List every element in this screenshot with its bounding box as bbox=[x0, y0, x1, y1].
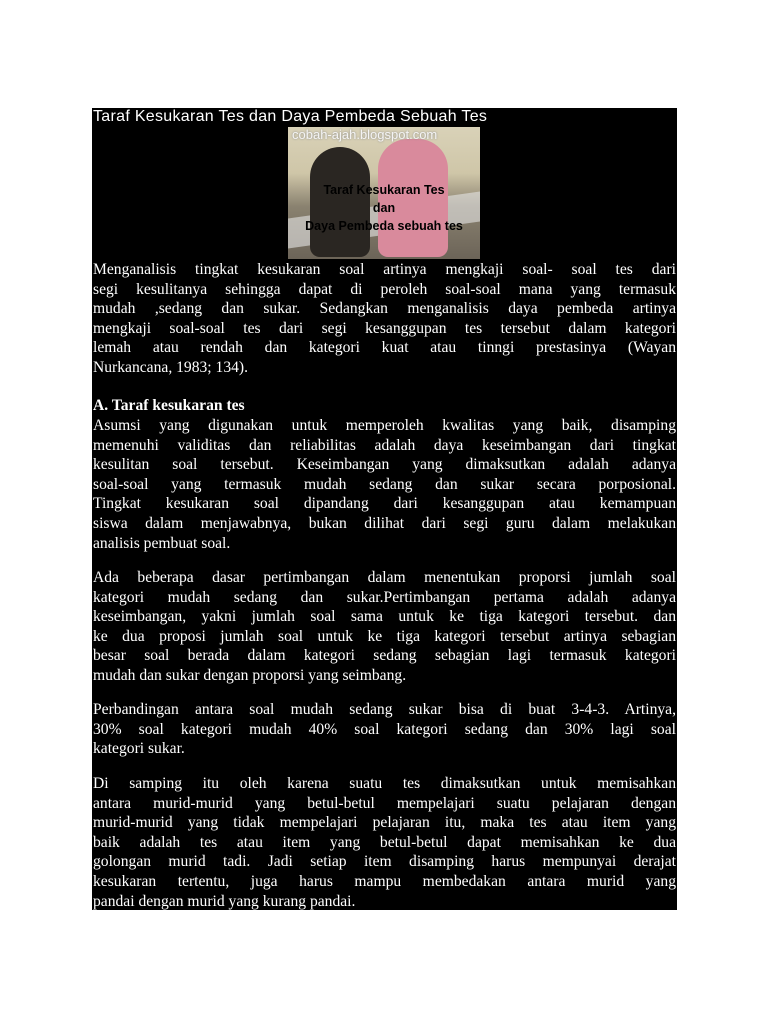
text-line: kategori sukar. bbox=[93, 740, 185, 758]
text-line: mengkaji soal-soal tes dari segi kesanggupan tes tersebut dalam kategori bbox=[93, 319, 676, 337]
paragraph-di-samping bbox=[93, 774, 676, 911]
text-line: baik adalah tes atau item yang betul-betul dapat memisahkan ke dua bbox=[93, 833, 676, 851]
text-line: Asumsi yang digunakan untuk memperoleh kwalitas yang baik, disamping bbox=[93, 417, 676, 434]
document-page bbox=[92, 108, 677, 910]
text-line: Tingkat kesukaran soal dipandang dari kesanggupan atau kemampuan bbox=[93, 495, 676, 513]
text-line: kesukaran tertentu, juga harus mampu membedakan antara murid yang bbox=[93, 872, 676, 890]
article-photo bbox=[288, 127, 480, 259]
text-line: mudah dan sukar dengan proporsi yang seimbang. bbox=[93, 666, 407, 684]
paragraph-asumsi bbox=[93, 416, 676, 553]
photo-watermark: cobah-ajah.blogspot.com bbox=[292, 127, 438, 142]
text-line: 30% soal kategori mudah 40% soal kategori sedang dan 30% lagi soal bbox=[93, 720, 676, 738]
text-line: analisis pembuat soal. bbox=[93, 534, 231, 552]
text-line: Di samping itu oleh karena suatu tes dimaksutkan untuk memisahkan bbox=[93, 775, 676, 792]
text-line: kesulitan soal tersebut. Keseimbangan yang dimaksutkan adalah adanya bbox=[93, 456, 676, 474]
paragraph-intro bbox=[93, 260, 676, 378]
text-line: Perbandingan antara soal mudah sedang sukar bisa di buat 3-4-3. Artinya, bbox=[93, 701, 676, 718]
photo-caption-line: Taraf Kesukaran Tes bbox=[323, 183, 445, 197]
text-line: antara murid-murid yang betul-betul mempelajari suatu pelajaran dengan bbox=[93, 794, 676, 812]
document-title: Taraf Kesukaran Tes dan Daya Pembeda Sebuah Tes bbox=[93, 108, 488, 125]
heading-taraf-kesukaran: A. Taraf kesukaran tes bbox=[93, 397, 245, 414]
text-line: besar soal berada dalam kategori sedang sebagian lagi termasuk kategori bbox=[93, 647, 676, 665]
paragraph-perbandingan bbox=[93, 700, 676, 759]
text-line: golongan murid tadi. Jadi setiap item disamping harus mempunyai derajat bbox=[93, 853, 676, 871]
text-line: mudah ,sedang dan sukar. Sedangkan menganalisis daya pembeda artinya bbox=[93, 300, 676, 318]
text-line: ke dua proposi jumlah soal untuk ke tiga kategori tersebut artinya sebagian bbox=[93, 627, 676, 645]
text-line: Nurkancana, 1983; 134). bbox=[93, 358, 249, 376]
text-line: memenuhi validitas dan reliabilitas adalah daya keseimbangan dari tingkat bbox=[93, 436, 676, 454]
photo-student-2 bbox=[378, 139, 448, 257]
text-line: lemah atau rendah dan kategori kuat atau tinngi prestasinya (Wayan bbox=[93, 339, 676, 357]
text-line: kategori mudah sedang dan sukar.Pertimbangan pertama adalah adanya bbox=[93, 588, 676, 606]
text-line: soal-soal yang termasuk mudah sedang dan sukar secara porposional. bbox=[93, 475, 676, 493]
text-line: Menganalisis tingkat kesukaran soal artinya mengkaji soal- soal tes dari bbox=[93, 261, 676, 278]
text-line: pandai dengan murid yang kurang pandai. bbox=[93, 892, 356, 910]
photo-caption-line: Daya Pembeda sebuah tes bbox=[305, 219, 463, 233]
text-line: siswa dalam menjawabnya, bukan dilihat dari segi guru dalam melakukan bbox=[93, 514, 676, 532]
photo-caption-line: dan bbox=[372, 201, 396, 215]
text-line: murid-murid yang tidak mempelajari pelajaran itu, maka tes atau item yang bbox=[93, 814, 676, 832]
text-line: Ada beberapa dasar pertimbangan dalam menentukan proporsi jumlah soal bbox=[93, 569, 676, 586]
paragraph-dasar-pertimbangan bbox=[93, 568, 676, 686]
text-line: segi kesulitanya sehingga dapat di peroleh soal-soal mana yang termasuk bbox=[93, 280, 676, 298]
text-line: keseimbangan, yakni jumlah soal sama untuk ke tiga kategori tersebut. dan bbox=[93, 608, 676, 626]
